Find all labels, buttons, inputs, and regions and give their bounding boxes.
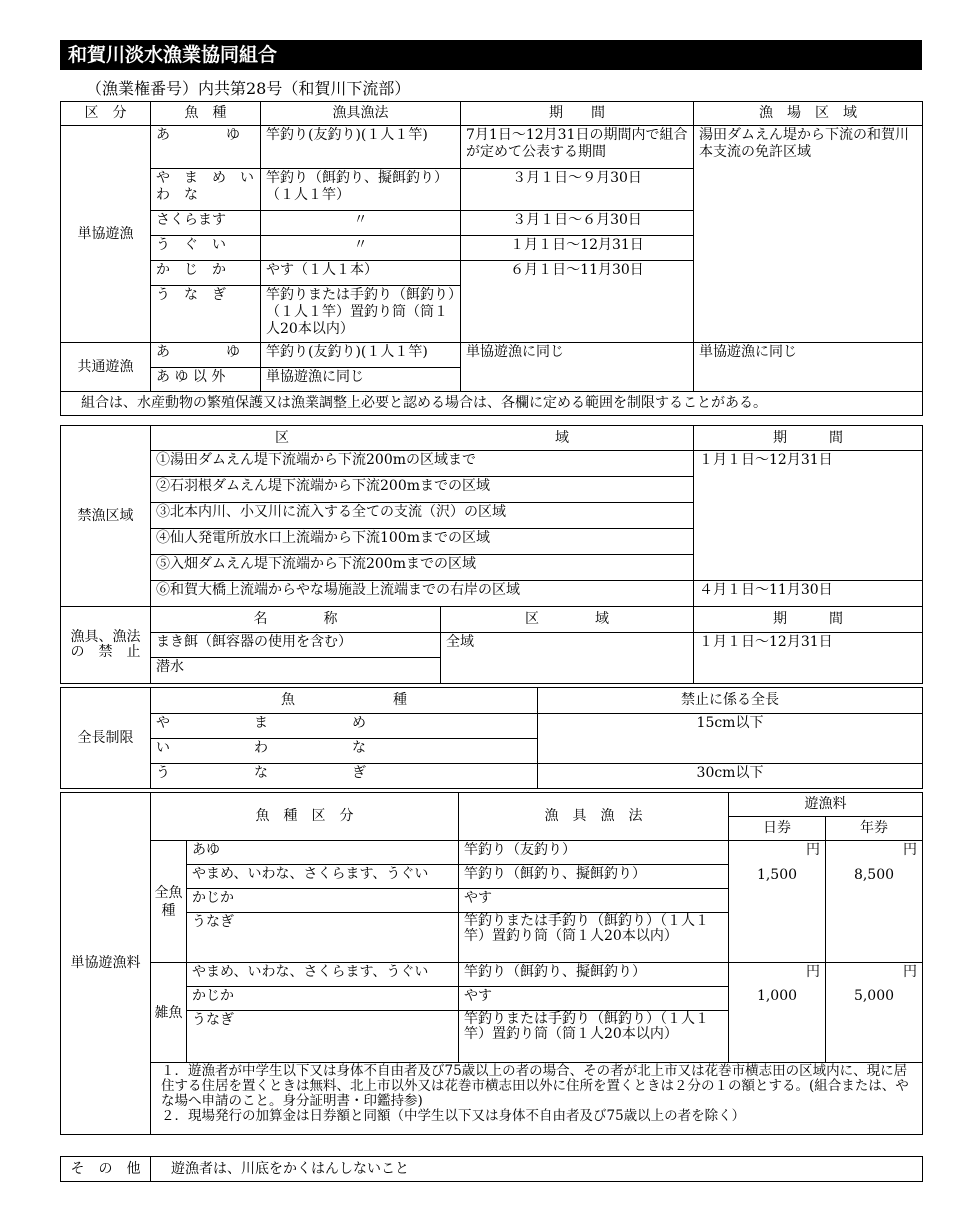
fish-cell: か じ か (151, 261, 261, 286)
fishing-rules-table (60, 101, 923, 416)
length-cell: 30cm以下 (538, 764, 923, 789)
period-cell: １月１日～12月31日 (461, 236, 694, 261)
fish-cell: あ ゆ (151, 343, 261, 368)
length-cell: 15cm以下 (538, 714, 923, 764)
closed-area-row: ②石羽根ダムえん堤下流端から下流200mまでの区域 (151, 477, 694, 503)
fish-cell: やまめ、いわな、さくらます、うぐい (187, 963, 459, 987)
header-period: 期 間 (461, 102, 694, 126)
fee-note-2: ２．現場発行の加算金は日券額と同額（中学生以下又は身体不自由者及び75歳以上の者を除く） (161, 1108, 746, 1124)
other-table (60, 1156, 923, 1182)
fee-label: 単協遊漁料 (61, 793, 151, 1135)
group-single-union: 単協遊漁 (61, 126, 151, 343)
period-cell: １月１日～12月31日 (694, 451, 923, 581)
period-cell: 7月1日～12月31日の期間内で組合が定めて公表する期間 (461, 126, 694, 169)
group-common: 共通遊漁 (61, 343, 151, 392)
fish-cell: うなぎ (187, 1011, 459, 1063)
period-cell: ４月１日～11月30日 (694, 581, 923, 607)
gear-cell: 竿釣り（餌釣り、擬餌釣り） (459, 963, 729, 987)
header-area: 漁 場 区 域 (694, 102, 923, 126)
fish-cell: い わ な (151, 739, 538, 764)
fish-cell: あ ゆ (151, 126, 261, 169)
closed-area-row: ⑤入畑ダムえん堤下流端から下流200mまでの区域 (151, 555, 694, 581)
header-gear: 漁具漁法 (261, 102, 461, 126)
year-fee: 8,500 (826, 865, 923, 963)
period-cell: ６月１日～11月30日 (461, 261, 694, 343)
gear-cell: やす (459, 987, 729, 1011)
period-cell: 単協遊漁に同じ (461, 343, 694, 392)
gear-cell: 竿釣りまたは手釣り（餌釣り）（１人１竿）置釣り筒（筒１人20本以内） (459, 1011, 729, 1063)
gear-prohibition-label: 漁具、漁法の 禁 止 (61, 607, 151, 684)
header-period: 期 間 (694, 607, 923, 633)
header-category: 区 分 (61, 102, 151, 126)
fish-cell: や ま め (151, 714, 538, 739)
yen-unit: 円 (729, 841, 826, 865)
closed-area-row: ④仙人発電所放水口上流端から下流100mまでの区域 (151, 529, 694, 555)
yen-unit: 円 (729, 963, 826, 987)
restriction-note: 組合は、水産動物の繁殖保護又は漁業調整上必要と認める場合は、各欄に定める範囲を制限することがある。 (61, 392, 923, 416)
closed-area-row: ①湯田ダムえん堤下流端から下流200mの区域まで (151, 451, 694, 477)
gear-cell: 単協遊漁に同じ (261, 368, 461, 392)
fish-cell: やまめ、いわな、さくらます、うぐい (187, 865, 459, 889)
fee-table (60, 792, 923, 1135)
period-cell: ３月１日～９月30日 (461, 169, 694, 211)
fee-note-1: １．遊漁者が中学生以下又は身体不自由者及び75歳以上の者の場合、その者が北上市又は花巻市横志田の区域内に、現に居住する住居を置くときは無料、北上市以外又は花巻市横志田以外に住所を置くときは２分の１の額とする。(組合または、やな場へ申請のこと。身分証明書・印鑑持参) (161, 1063, 909, 1109)
fish-cell: あ ゆ 以 外 (151, 368, 261, 392)
gear-cell: やす (459, 889, 729, 913)
area-cell: 湯田ダムえん堤から下流の和賀川本支流の免許区域 (694, 126, 923, 343)
fish-cell: さくらます (151, 211, 261, 236)
header-period: 期 間 (694, 426, 923, 451)
group-misc-fish: 雑魚 (151, 963, 187, 1063)
closed-area-label: 禁漁区域 (61, 426, 151, 607)
fish-cell: う な ぎ (151, 764, 538, 789)
yen-unit: 円 (826, 963, 923, 987)
header-day-ticket: 日券 (729, 817, 826, 841)
fish-cell: かじか (187, 889, 459, 913)
header-area: 区 域 (151, 426, 694, 451)
area-cell: 全域 (441, 633, 694, 684)
gear-cell: 竿釣り(友釣り)(１人１竿) (261, 126, 461, 169)
other-label: そ の 他 (61, 1157, 151, 1182)
header-name: 名 称 (151, 607, 441, 633)
closed-area-table (60, 425, 923, 607)
gear-prohibition-table (60, 606, 923, 684)
header-fish: 魚 種 区 分 (151, 793, 459, 841)
length-limit-label: 全長制限 (61, 688, 151, 789)
fish-cell: う ぐ い (151, 236, 261, 261)
header-gear: 漁 具 漁 法 (459, 793, 729, 841)
header-fish: 魚 種 (151, 688, 538, 714)
gear-cell: 竿釣り（友釣り） (459, 841, 729, 865)
year-fee: 5,000 (826, 987, 923, 1063)
length-limit-table (60, 687, 923, 789)
closed-area-row: ③北本内川、小又川に流入する全ての支流（沢）の区域 (151, 503, 694, 529)
gear-cell: 〃 (261, 236, 461, 261)
fish-cell: う な ぎ (151, 286, 261, 343)
fish-cell: うなぎ (187, 913, 459, 963)
gear-cell: 竿釣り（餌釣り、擬餌釣り）（１人１竿） (261, 169, 461, 211)
group-all-fish: 全魚種 (151, 841, 187, 963)
fish-cell: や ま め い わ な (151, 169, 261, 211)
yen-unit: 円 (826, 841, 923, 865)
fish-cell: あゆ (187, 841, 459, 865)
gear-cell: 竿釣り（餌釣り、擬餌釣り） (459, 865, 729, 889)
gear-cell: 竿釣り(友釣り)(１人１竿) (261, 343, 461, 368)
gear-cell: 〃 (261, 211, 461, 236)
prohibited-method: まき餌（餌容器の使用を含む） (151, 633, 441, 658)
fish-cell: かじか (187, 987, 459, 1011)
closed-area-row: ⑥和賀大橋上流端からやな場施設上流端までの右岸の区域 (151, 581, 694, 607)
header-length: 禁止に係る全長 (538, 688, 923, 714)
day-fee: 1,500 (729, 865, 826, 963)
page-title: 和賀川淡水漁業協同組合 (60, 40, 922, 70)
gear-cell: 竿釣りまたは手釣り（餌釣り）（１人１竿）置釣り筒（筒１人20本以内） (261, 286, 461, 343)
period-cell: １月１日～12月31日 (694, 633, 923, 684)
gear-cell: やす（１人１本） (261, 261, 461, 286)
header-fee: 遊漁料 (729, 793, 923, 817)
area-cell: 単協遊漁に同じ (694, 343, 923, 392)
other-text: 遊漁者は、川底をかくはんしないこと (151, 1157, 923, 1182)
header-area: 区 域 (441, 607, 694, 633)
prohibited-method: 潜水 (151, 658, 441, 684)
period-cell: ３月１日～６月30日 (461, 211, 694, 236)
gear-cell: 竿釣りまたは手釣り（餌釣り）（１人１竿）置釣り筒（筒１人20本以内） (459, 913, 729, 963)
page-subtitle: （漁業権番号）内共第28号（和賀川下流部） (86, 79, 411, 98)
header-fish: 魚 種 (151, 102, 261, 126)
header-year-ticket: 年券 (826, 817, 923, 841)
fee-notes (151, 1063, 923, 1135)
day-fee: 1,000 (729, 987, 826, 1063)
